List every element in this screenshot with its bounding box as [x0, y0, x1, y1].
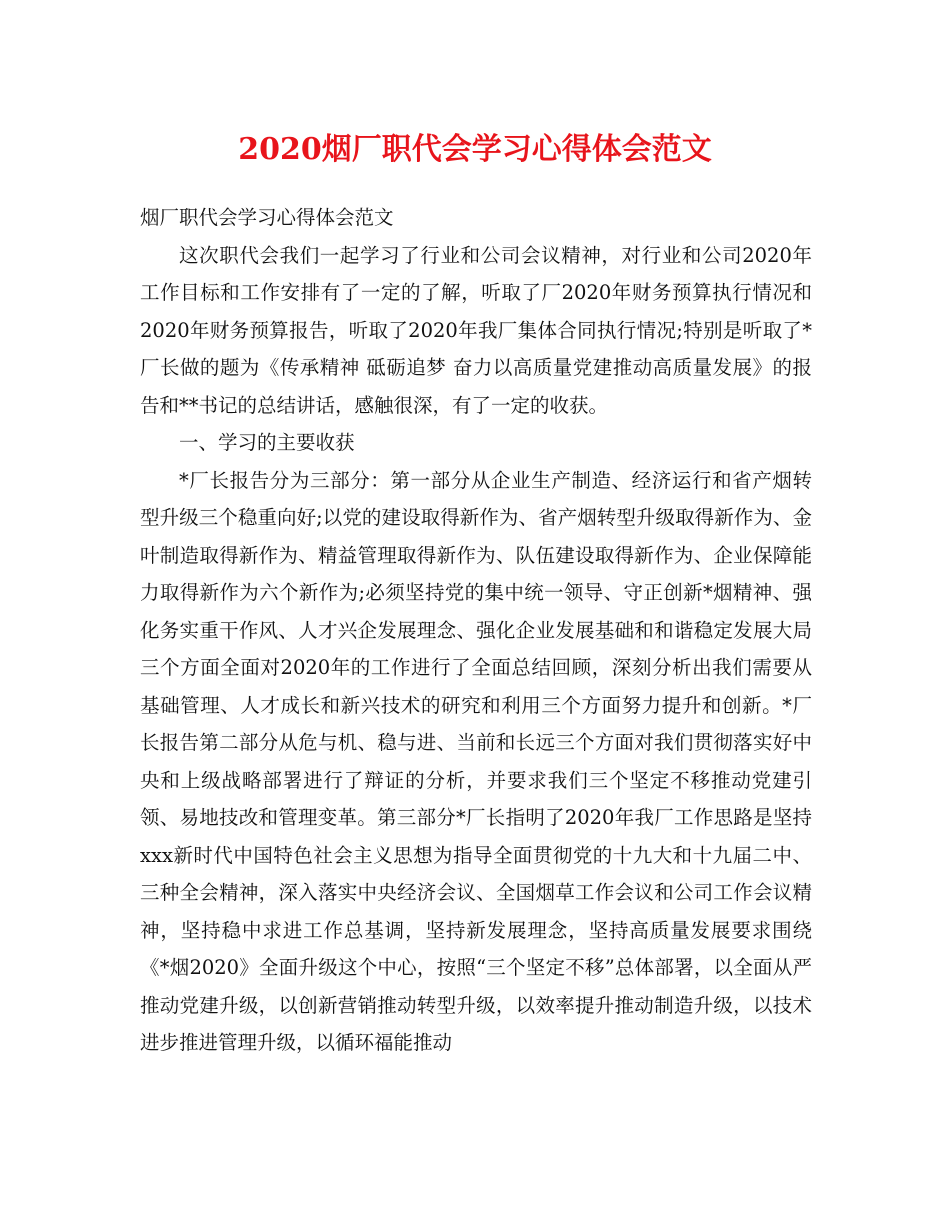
- document-title: 2020烟厂职代会学习心得体会范文: [238, 132, 712, 167]
- body-paragraph: 一、学习的主要收获: [179, 431, 355, 454]
- document-subtitle: 烟厂职代会学习心得体会范文: [140, 206, 394, 229]
- body-paragraph: 这次职代会我们一起学习了行业和公司会议精神，对行业和公司2020年工作目标和工作安排有了一定的了解，听取了厂2020年财务预算执行情况和2020年财务预算报告，听取了2020年我厂集体合同执行情况;特别是听取了*厂长做的题为《传承精神 砥砺追梦 奋力以高质量党建推动高质量发展》的报告和**书记的总结讲话，感触很深，有了一定的收获。: [140, 243, 812, 417]
- body-paragraph: *厂长报告分为三部分：第一部分从企业生产制造、经济运行和省产烟转型升级三个稳重向好;以党的建设取得新作为、省产烟转型升级取得新作为、金叶制造取得新作为、精益管理取得新作为、队伍建设取得新作为、企业保障能力取得新作为六个新作为;必须坚持党的集中统一领导、守正创新*烟精神、强化务实重干作风、人才兴企发展理念、强化企业发展基础和和谐稳定发展大局三个方面全面对2020年的工作进行了全面总结回顾，深刻分析出我们需要从基础管理、人才成长和新兴技术的研究和利用三个方面努力提升和创新。*厂长报告第二部分从危与机、稳与进、当前和长远三个方面对我们贯彻落实好中央和上级战略部署进行了辩证的分析，并要求我们三个坚定不移推动党建引领、易地技改和管理变革。第三部分*厂长指明了2020年我厂工作思路是坚持xxx新时代中国特色社会主义思想为指导全面贯彻党的十九大和十九届二中、三种全会精神，深入落实中央经济会议、全国烟草工作会议和公司工作会议精神，坚持稳中求进工作总基调，坚持新发展理念，坚持高质量发展要求围绕《*烟2020》全面升级这个中心，按照“三个坚定不移”总体部署，以全面从严推动党建升级，以创新营销推动转型升级，以效率提升推动制造升级，以技术进步推进管理升级，以循环福能推动: [140, 468, 812, 1054]
- document-body: [140, 199, 812, 1062]
